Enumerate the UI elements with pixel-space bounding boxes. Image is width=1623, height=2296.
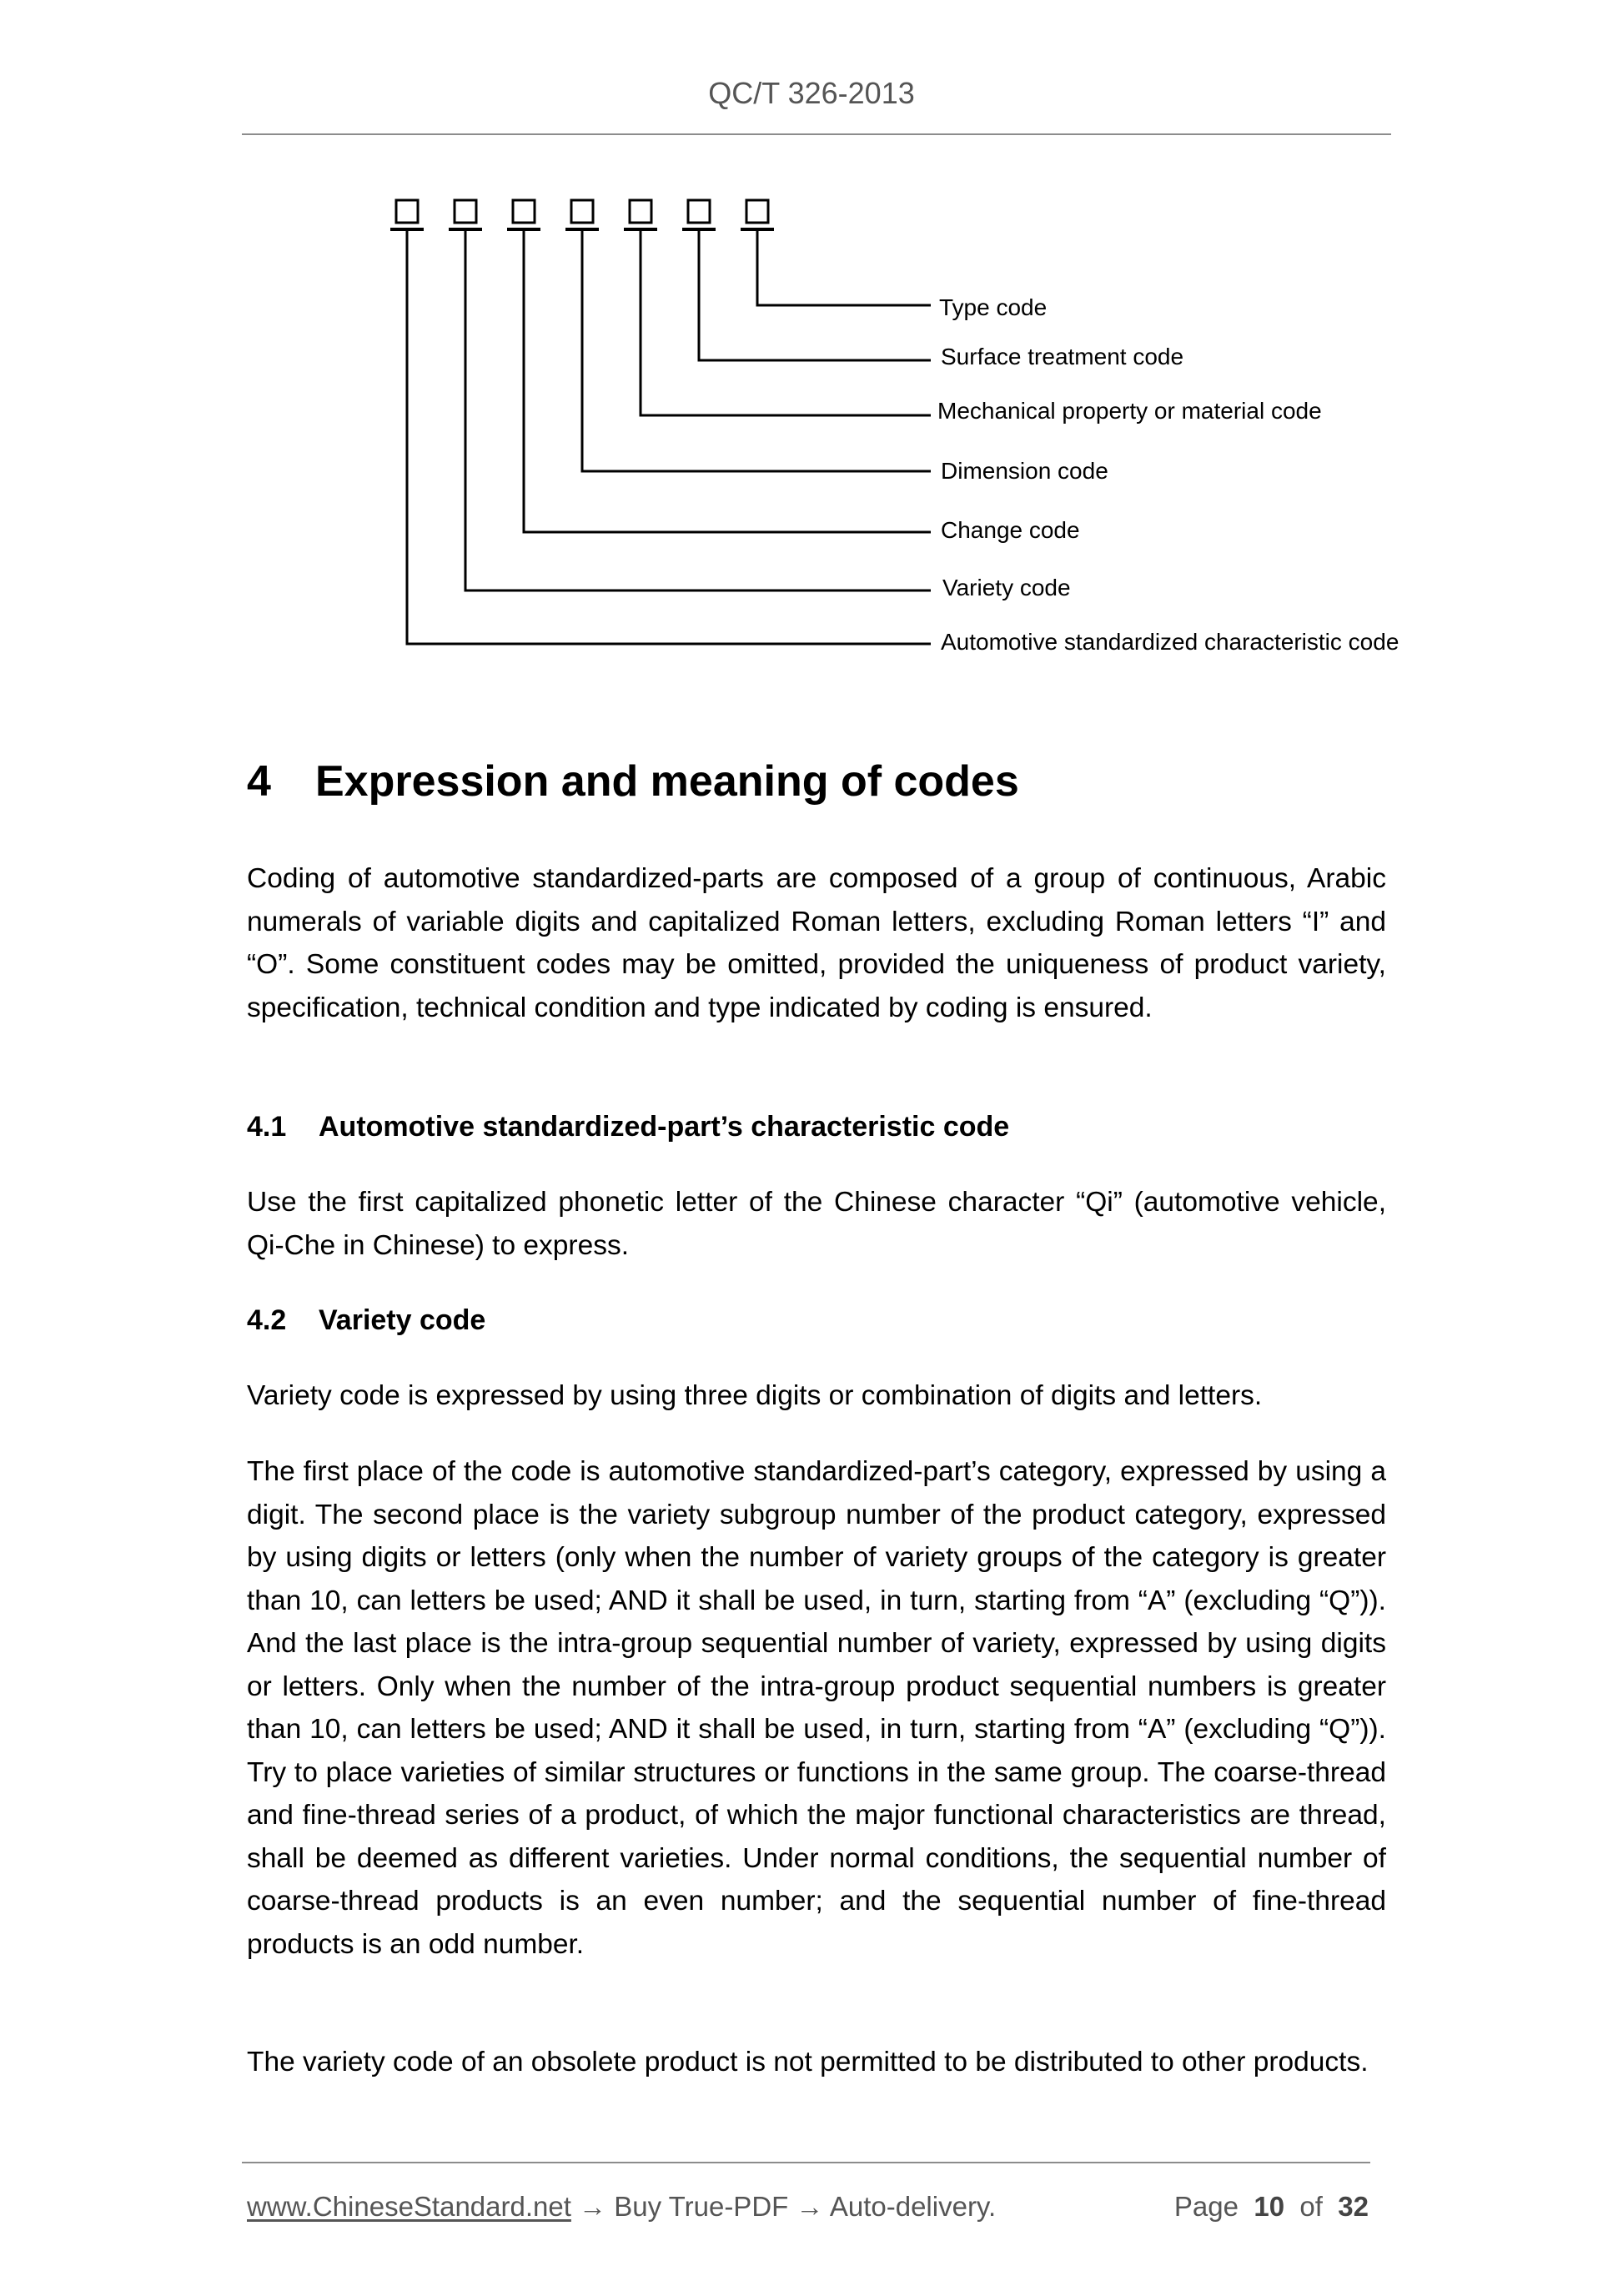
- code-box-7: [746, 200, 768, 223]
- section-4-2-paragraph-2: The first place of the code is automotive standardized-part’s category, expressed by using a digit. The second place is the variety subgroup number of the product category, expressed by using digits or letters (only when the number of variety groups of the category is greater than 10, can letters be used; AND it shall be used, in turn, starting from “A” (excluding “Q”)). And the last place is the intra-group sequential number of variety, expressed by using digits or letters. Only when the number of the intra-group product sequential numbers is greater than 10, can letters be used; AND it shall be used, in turn, starting from “A” (excluding “Q”)). Try to place varieties of similar structures or functions in the same group. The coarse-thread and fine-thread series of a product, of which the major functional characteristics are thread, shall be deemed as different varieties. Under normal conditions, the sequential number of coarse-thread products is an even number; and the sequential number of fine-thread products is an odd number.: [247, 1456, 1386, 1960]
- section-title: Automotive standardized-part’s characteristic code: [319, 1111, 1010, 1143]
- code-structure-diagram: [0, 0, 1623, 684]
- section-title: Expression and meaning of codes: [315, 757, 1019, 806]
- code-box-1: [396, 200, 418, 223]
- diagram-label-change-code: Change code: [941, 517, 1080, 543]
- total-pages-number: 32: [1338, 2191, 1369, 2222]
- chinesestandard-link[interactable]: www.ChineseStandard.net: [247, 2191, 571, 2222]
- section-4-paragraph: Coding of automotive standardized-parts are composed of a group of continuous, Arabic numerals of variable digits and capitalized Roman letters, excluding Roman letters “I” and “O”. Some constituent codes may be omitted, provided the uniqueness of product variety, specification, technical condition and type indicated by coding is ensured.: [247, 863, 1386, 1023]
- code-box-5: [630, 200, 651, 223]
- section-title: Variety code: [319, 1304, 486, 1336]
- code-box-6: [688, 200, 710, 223]
- section-4-1-heading: [247, 1108, 1009, 1145]
- section-4-heading: [247, 754, 1019, 809]
- buy-true-pdf-text: Buy True-PDF: [614, 2191, 789, 2222]
- section-4-2-heading: [247, 1302, 485, 1339]
- page-label: Page: [1173, 2191, 1239, 2222]
- page-footer: [247, 2188, 1369, 2225]
- document-code-header: QC/T 326-2013: [708, 76, 915, 110]
- page-of-label: of: [1299, 2191, 1323, 2222]
- footer-rule: [242, 2162, 1370, 2163]
- section-number: 4: [247, 757, 271, 806]
- diagram-label-characteristic-code: Automotive standardized characteristic code: [941, 629, 1399, 655]
- diagram-label-dimension-code: Dimension code: [941, 458, 1108, 484]
- page-indicator: [1174, 2188, 1369, 2225]
- code-box-2: [455, 200, 476, 223]
- section-number: 4.2: [247, 1304, 287, 1336]
- auto-delivery-text: Auto-delivery.: [829, 2191, 997, 2222]
- section-4-1-paragraph: Use the first capitalized phonetic letter of the Chinese character “Qi” (automotive vehicle, Qi-Che in Chinese) to express.: [247, 1187, 1386, 1261]
- diagram-label-surface-treatment-code: Surface treatment code: [941, 344, 1184, 369]
- section-number: 4.1: [247, 1111, 287, 1143]
- section-4-2-paragraph-1: Variety code is expressed by using three digits or combination of digits and letters.: [247, 1380, 1263, 1411]
- code-box-4: [571, 200, 593, 223]
- diagram-label-mechanical-property-code: Mechanical property or material code: [937, 398, 1322, 424]
- code-box-3: [513, 200, 535, 223]
- arrow-right-icon: →: [796, 2191, 824, 2222]
- diagram-label-variety-code: Variety code: [942, 575, 1071, 600]
- arrow-right-icon: →: [579, 2191, 607, 2222]
- current-page-number: 10: [1254, 2191, 1285, 2222]
- section-4-2-paragraph-3: The variety code of an obsolete product is not permitted to be distributed to other products.: [247, 2047, 1369, 2077]
- diagram-label-type-code: Type code: [939, 294, 1048, 320]
